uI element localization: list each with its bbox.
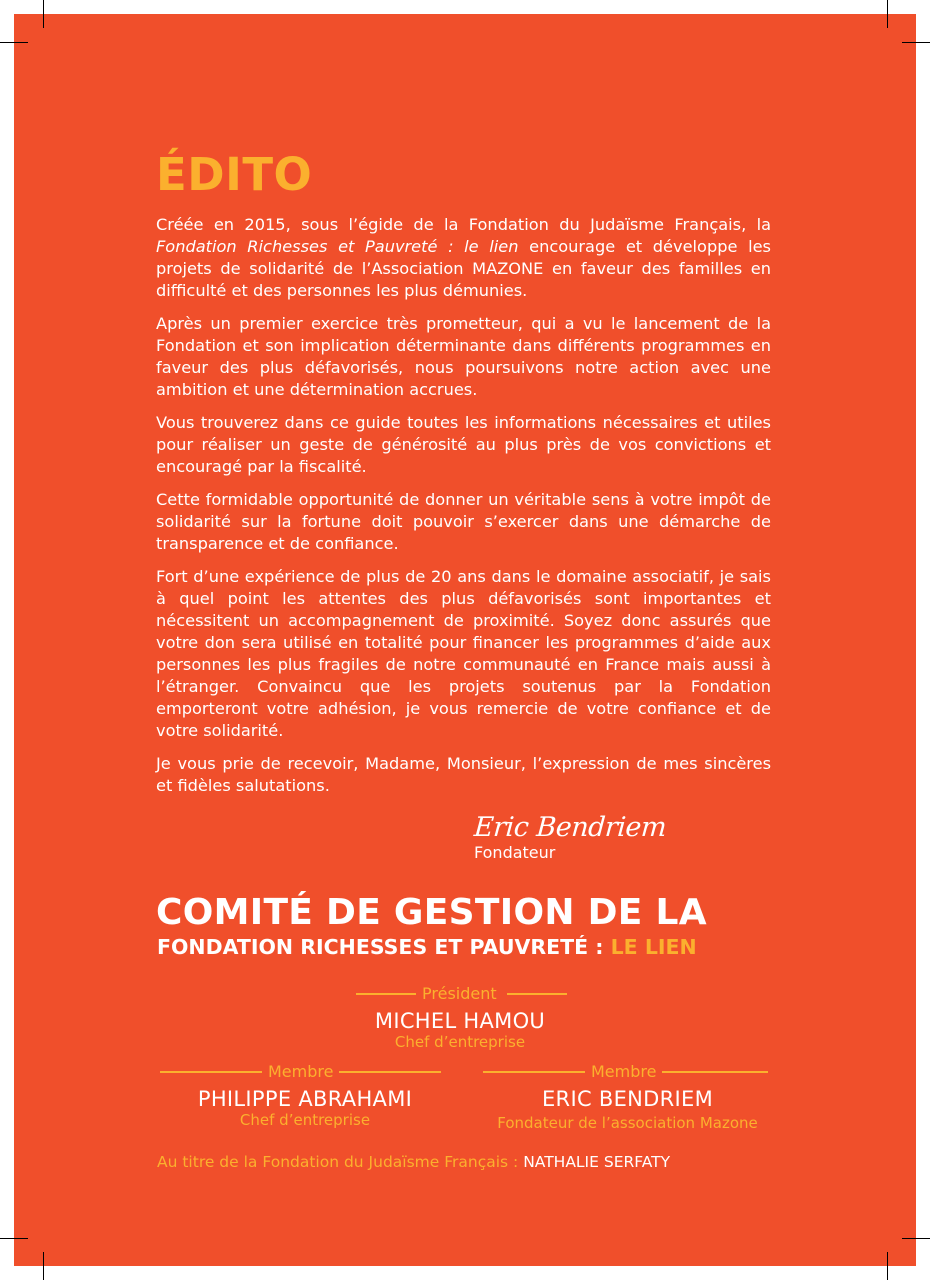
edito-paragraph-2: Après un premier exercice très prometteur, qui a vu le lancement de la Fondation et son implication déterminante dans différents programmes en faveur des plus défavorisés, nous poursuivons notre action avec une ambition et une détermination accrues. [156, 314, 771, 399]
crop-mark-top-left-v [43, 0, 44, 28]
member-2-role-line [483, 1063, 768, 1081]
crop-mark-top-right-v [887, 0, 888, 28]
president-role-line [356, 985, 567, 1003]
committee-subtitle [157, 934, 697, 960]
crop-mark-bottom-left-v [43, 1252, 44, 1280]
crop-mark-bottom-right-h [902, 1238, 930, 1239]
divider-line [160, 1071, 262, 1073]
crop-mark-top-right-h [902, 42, 930, 43]
member-2-role: Membre [591, 1062, 657, 1081]
divider-line [507, 993, 567, 995]
committee-subtitle-main: FONDATION RICHESSES ET PAUVRETÉ : [157, 935, 611, 959]
president-name: MICHEL HAMOU [374, 1009, 546, 1033]
edito-paragraph-5: Fort d’une expérience de plus de 20 ans dans le domaine associatif, je sais à quel point les attentes des plus défavorisés sont importantes et nécessitent un accompagnement de proximité. Soyez donc assurés que votre don sera utilisé en totalité pour financer les programmes d’aide aux personnes les plus fragiles de notre communauté en France mais aussi à l’étranger. Convaincu que les projets soutenus par la Fondation emporteront votre adhésion, je vous remercie de votre confiance et de votre solidarité. [156, 567, 771, 740]
committee-title: COMITÉ DE GESTION DE LA [156, 892, 707, 933]
member-1-job: Chef d’entreprise [239, 1111, 371, 1129]
signature-role: Fondateur [474, 843, 556, 862]
member-2-job: Fondateur de l’association Mazone [497, 1114, 758, 1132]
p1-text-before: Créée en 2015, sous l’égide de la Fondation du Judaïsme Français, la [156, 215, 771, 234]
foundation-name-italic: Fondation Richesses et Pauvreté : le lien [156, 237, 519, 256]
divider-line [483, 1071, 585, 1073]
divider-line [356, 993, 416, 995]
crop-mark-top-left-h [0, 42, 28, 43]
committee-subtitle-accent: LE LIEN [610, 935, 697, 959]
fjf-representative [157, 1152, 670, 1172]
fjf-name: NATHALIE SERFATY [523, 1153, 671, 1171]
president-job: Chef d’entreprise [394, 1033, 526, 1051]
edito-paragraph-6: Je vous prie de recevoir, Madame, Monsieur, l’expression de mes sincères et fidèles salutations. [156, 754, 771, 795]
edito-paragraph-4: Cette formidable opportunité de donner un véritable sens à votre impôt de solidarité sur la fortune doit pouvoir s’exercer dans une démarche de transparence et de confiance. [156, 490, 771, 553]
member-2-name: ERIC BENDRIEM [541, 1087, 714, 1111]
edito-paragraph-1 [156, 214, 771, 302]
crop-mark-bottom-left-h [0, 1238, 28, 1239]
divider-line [662, 1071, 768, 1073]
divider-line [339, 1071, 441, 1073]
president-role: Président [422, 984, 497, 1003]
member-1-role: Membre [268, 1062, 334, 1081]
member-1-name: PHILIPPE ABRAHAMI [197, 1087, 413, 1111]
p1-text-after: encourage et développe les projets de solidarité de l’Association MAZONE en faveur des familles en difficulté et des personnes les plus démunies. [156, 237, 771, 300]
edito-paragraph-3: Vous trouverez dans ce guide toutes les informations nécessaires et utiles pour réaliser un geste de générosité au plus près de vos convictions et encouragé par la fiscalité. [156, 413, 771, 476]
signature-name: Eric Bendriem [472, 812, 668, 843]
crop-mark-bottom-right-v [887, 1252, 888, 1280]
signature-block [474, 812, 666, 862]
member-1-role-line [160, 1063, 441, 1081]
edito-section [156, 150, 771, 808]
edito-title: ÉDITO [156, 148, 313, 201]
fjf-label: Au titre de la Fondation du Judaïsme Français : [157, 1153, 524, 1171]
